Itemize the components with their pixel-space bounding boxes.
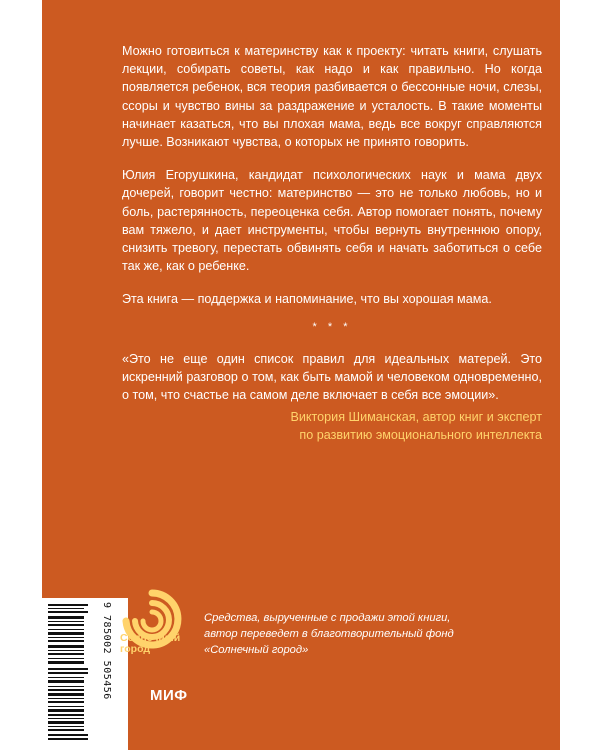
- barcode-bars-icon: [42, 598, 94, 750]
- charity-note: [204, 610, 504, 658]
- charity-note-line-1: Средства, вырученные с продажи этой книги,: [204, 612, 451, 624]
- isbn-digits: 9 785002 505456: [101, 602, 112, 700]
- charity-logo-text: [120, 633, 210, 655]
- charity-logo-line-1: Солнечный: [120, 632, 181, 644]
- separator: * * *: [312, 320, 352, 333]
- attribution-line-2: по развитию эмоционального интеллекта: [299, 428, 542, 443]
- charity-logo-line-2: город: [120, 643, 151, 655]
- description-block: [122, 42, 542, 444]
- description-paragraph-1: Можно готовиться к материнству как к проекту: читать книги, слушать лекции, собирать советы, как надо и как правильно. Но когда появляется ребенок, вся теория разбивается о бессонные ночи, слезы, ссоры и чувство вины за раздражение и усталость. В такие моменты начинает казаться, что вы плохая мама, ведь все вокруг справляются лучше. Возникают чувства, о которых не принято говорить.: [122, 44, 542, 150]
- description-paragraph-2: Юлия Егорушкина, кандидат психологических наук и мама двух дочерей, говорит честно: материнство — это не только любовь, но и боль, растерянность, переоценка себя. Автор помогает понять, почему вам тяжело, и дает инструменты, чтобы вернуть внутреннюю опору, снизить тревогу, перестать обвинять себя и начать заботиться о себе так же, как о ребенке.: [122, 168, 542, 274]
- review-quote: «Это не еще один список правил для идеальных матерей. Это искренний разговор о том, как быть мамой и человеком одновременно, о том, что счастье на самом деле включает в себя все эмоции».: [122, 351, 542, 403]
- back-cover: [42, 0, 560, 750]
- review-attribution: [122, 408, 542, 444]
- description-paragraph-3: Эта книга — поддержка и напоминание, что вы хорошая мама.: [122, 292, 492, 307]
- publisher-logo: МИФ: [150, 687, 188, 704]
- charity-note-line-2: автор переведет в благотворительный фонд: [204, 628, 454, 640]
- attribution-line-1: Виктория Шиманская, автор книг и эксперт: [290, 410, 542, 425]
- charity-note-line-3: «Солнечный город»: [204, 644, 309, 656]
